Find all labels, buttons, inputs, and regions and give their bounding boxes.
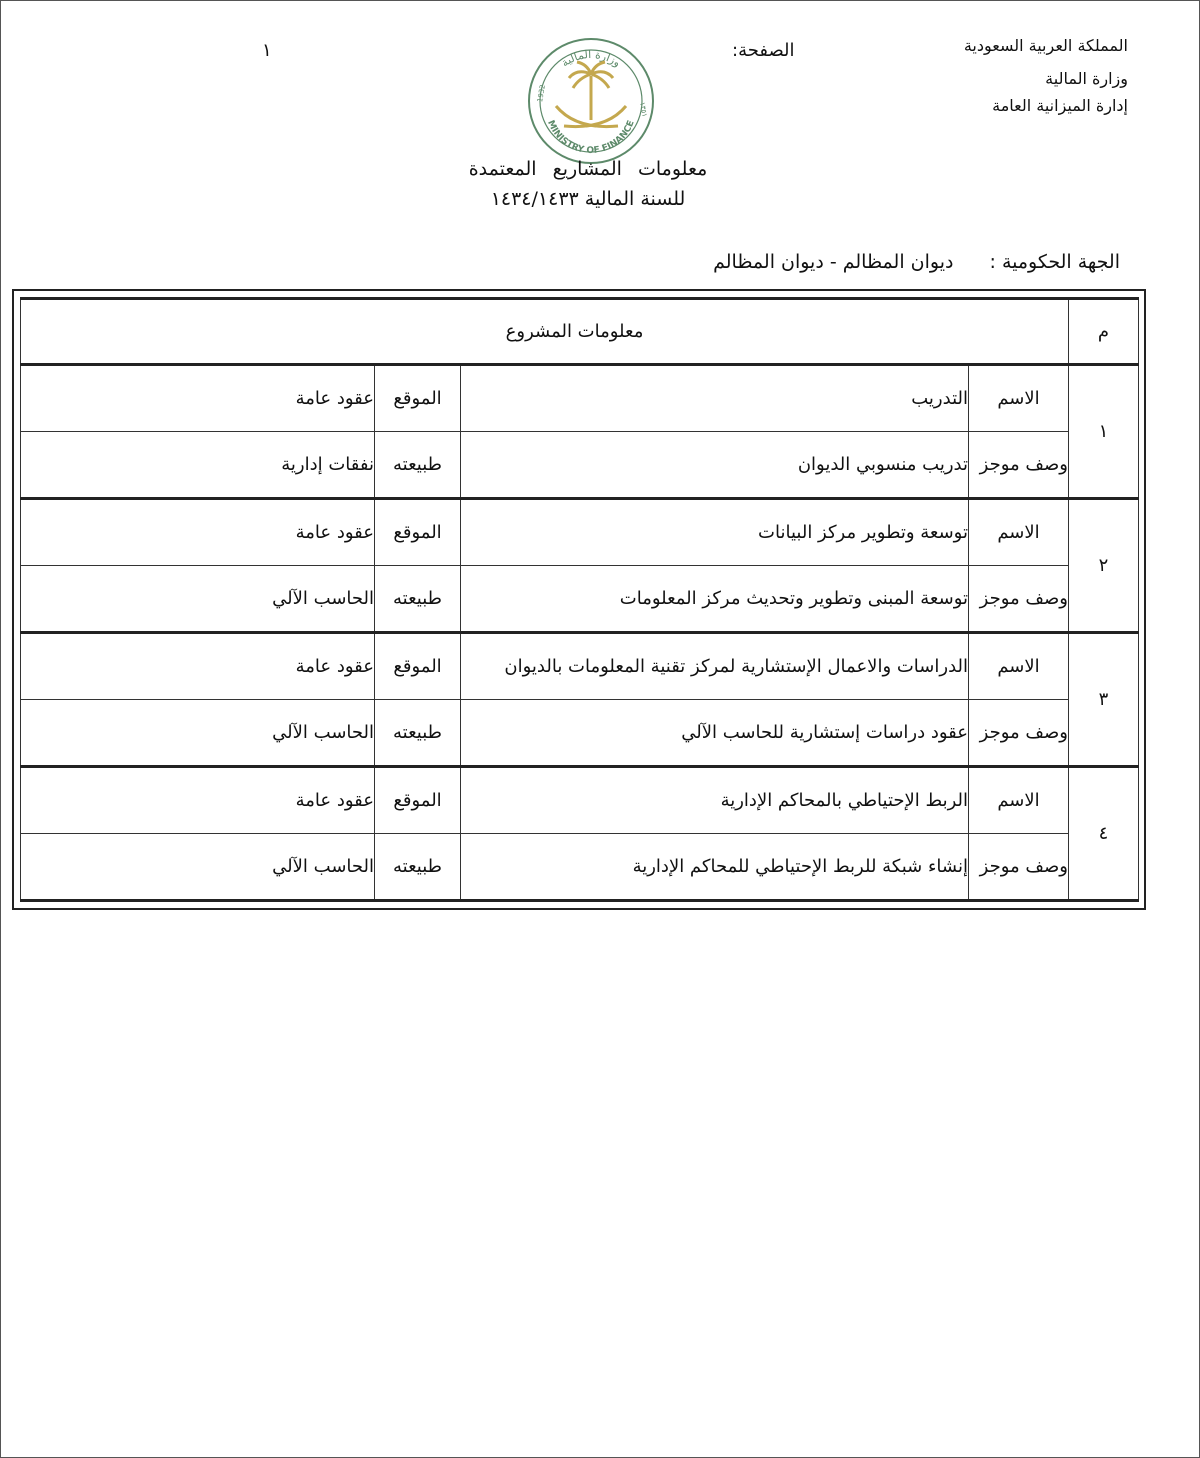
name-label: الاسم xyxy=(969,365,1069,432)
description-label: وصف موجز xyxy=(969,566,1069,633)
document-subtitle: للسنة المالية ١٤٣٤/١٤٣٣ xyxy=(490,188,686,210)
project-row-main xyxy=(21,499,1139,566)
project-description: إنشاء شبكة للربط الإحتياطي للمحاكم الإدارية xyxy=(461,834,969,901)
table-header-row xyxy=(21,299,1139,365)
nature-label: طبيعته xyxy=(375,834,461,901)
entity-label: الجهة الحكومية : xyxy=(989,251,1120,273)
project-nature: الحاسب الآلي xyxy=(21,566,375,633)
kingdom-name: المملكة العربية السعودية xyxy=(963,36,1128,55)
header-index: م xyxy=(1069,299,1139,365)
entity-value: ديوان المظالم - ديوان المظالم xyxy=(713,251,954,273)
project-name: الربط الإحتياطي بالمحاكم الإدارية xyxy=(461,767,969,834)
page-number: ١ xyxy=(262,40,272,61)
header-project-info xyxy=(21,299,1069,365)
description-label: وصف موجز xyxy=(969,834,1069,901)
project-description: عقود دراسات إستشارية للحاسب الآلي xyxy=(461,700,969,767)
projects-table-frame xyxy=(12,289,1146,910)
nature-label: طبيعته xyxy=(375,432,461,499)
project-description: توسعة المبنى وتطوير وتحديث مركز المعلومات xyxy=(461,566,969,633)
project-row-main xyxy=(21,633,1139,700)
nature-label: طبيعته xyxy=(375,700,461,767)
department-name: إدارة الميزانية العامة xyxy=(992,96,1128,115)
svg-text:MINISTRY OF FINANCE: MINISTRY OF FINANCE xyxy=(545,119,637,157)
description-label: وصف موجز xyxy=(969,432,1069,499)
description-label: وصف موجز xyxy=(969,700,1069,767)
project-nature: الحاسب الآلي xyxy=(21,834,375,901)
project-row-detail xyxy=(21,432,1139,499)
project-index: ٣ xyxy=(1069,633,1139,767)
ministry-seal-logo xyxy=(526,36,656,166)
location-label: الموقع xyxy=(375,633,461,700)
project-row-detail xyxy=(21,834,1139,901)
nature-label: طبيعته xyxy=(375,566,461,633)
location-label: الموقع xyxy=(375,767,461,834)
project-row-main xyxy=(21,767,1139,834)
project-index: ٤ xyxy=(1069,767,1139,901)
project-location: عقود عامة xyxy=(21,633,375,700)
project-index: ١ xyxy=(1069,365,1139,499)
name-label: الاسم xyxy=(969,633,1069,700)
government-entity xyxy=(713,251,1120,273)
name-label: الاسم xyxy=(969,767,1069,834)
project-row-main xyxy=(21,365,1139,432)
project-location: عقود عامة xyxy=(21,365,375,432)
project-row-detail xyxy=(21,566,1139,633)
project-name: الدراسات والاعمال الإستشارية لمركز تقنية المعلومات بالديوان xyxy=(461,633,969,700)
project-description: تدريب منسوبي الديوان xyxy=(461,432,969,499)
svg-text:وزارة المالية: وزارة المالية xyxy=(558,47,624,70)
svg-text:١٣٥١: ١٣٥١ xyxy=(638,101,649,118)
project-index: ٢ xyxy=(1069,499,1139,633)
page-label: الصفحة: xyxy=(732,40,795,61)
document-title: معلومات المشاريع المعتمدة xyxy=(468,158,708,180)
project-location: عقود عامة xyxy=(21,499,375,566)
ministry-name: وزارة المالية xyxy=(1045,69,1128,88)
project-location: عقود عامة xyxy=(21,767,375,834)
project-name: توسعة وتطوير مركز البيانات xyxy=(461,499,969,566)
location-label: الموقع xyxy=(375,499,461,566)
projects-table xyxy=(20,297,1139,902)
name-label: الاسم xyxy=(969,499,1069,566)
location-label: الموقع xyxy=(375,365,461,432)
table-body xyxy=(21,365,1139,901)
project-nature: نفقات إدارية xyxy=(21,432,375,499)
project-nature: الحاسب الآلي xyxy=(21,700,375,767)
project-row-detail xyxy=(21,700,1139,767)
project-name: التدريب xyxy=(461,365,969,432)
svg-text:1932: 1932 xyxy=(536,83,548,103)
header-project-info-text: معلومات المشروع xyxy=(505,321,644,342)
